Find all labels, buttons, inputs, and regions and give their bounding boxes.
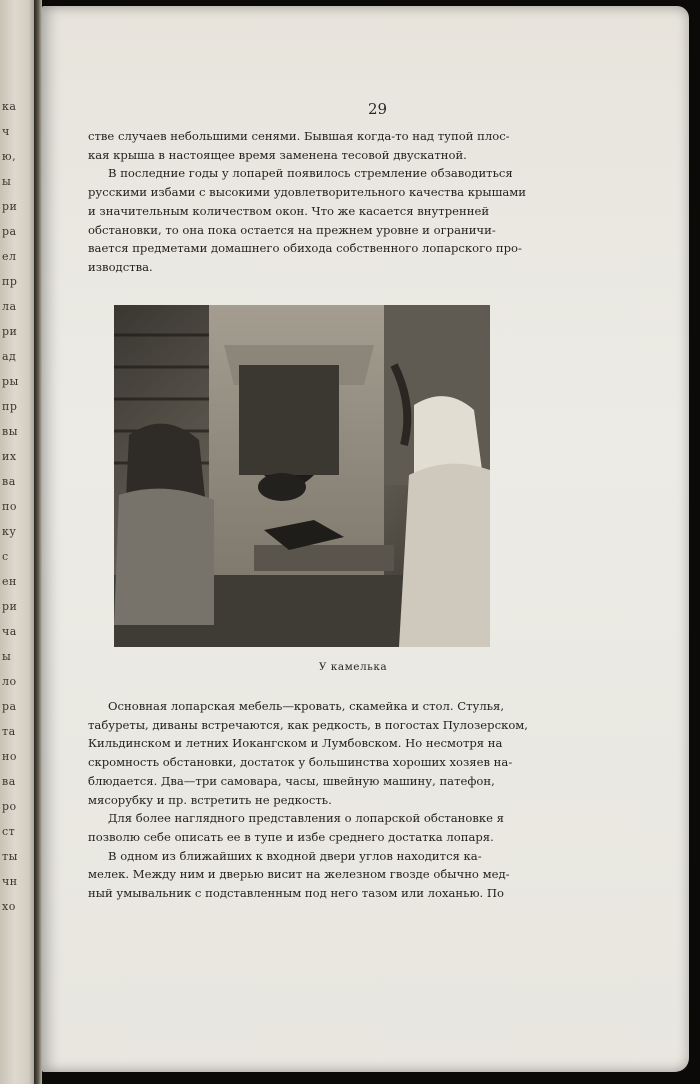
text-line: русскими избами с высокими удовлетворительного качества крышами	[88, 185, 527, 200]
text-line: В одном из ближайших к входной двери углов находится ка-	[108, 848, 482, 863]
left-page-text-fragment: ва	[2, 775, 16, 788]
text-line: блюдается. Два—три самовара, часы, швейную машину, патефон,	[88, 773, 495, 788]
left-page-text-fragment: чн	[2, 875, 18, 888]
photograph	[114, 305, 490, 647]
left-page-text-fragment: ро	[2, 800, 17, 813]
left-page-text-fragment: ва	[2, 475, 16, 488]
book-page	[42, 6, 689, 1072]
text-line: обстановки, то она пока остается на прежнем уровне и ограничи-	[88, 222, 496, 237]
text-line: мясорубку и пр. встретить не редкость.	[88, 792, 332, 807]
left-page-text-fragment: ча	[2, 625, 17, 638]
text-line: вается предметами домашнего обихода собственного лопарского про-	[88, 241, 522, 256]
text-line: В последние годы у лопарей появилось стремление обзаводиться	[108, 166, 513, 181]
left-page-text-fragment: их	[2, 450, 17, 463]
text-line: кая крыша в настоящее время заменена тесовой двускатной.	[88, 147, 467, 162]
left-page-text-fragment: ч	[2, 125, 10, 138]
book-gutter	[34, 0, 42, 1084]
left-page-text-fragment: пр	[2, 275, 18, 288]
left-page-text-fragment: ри	[2, 325, 18, 338]
left-page-text-fragment: ен	[2, 575, 17, 588]
text-line: Основная лопарская мебель—кровать, скамейка и стол. Стулья,	[108, 699, 505, 713]
photo-caption: У камелька	[318, 661, 388, 673]
left-page-text-fragment: по	[2, 500, 17, 513]
left-page-text-fragment: ы	[2, 650, 12, 663]
left-page-edge	[0, 0, 38, 1084]
left-page-text-fragment: ла	[2, 300, 17, 313]
text-line: мелек. Между ним и дверью висит на железном гвозде обычно мед-	[88, 867, 510, 882]
left-page-text-fragment: хо	[2, 900, 16, 913]
body-paragraphs	[88, 697, 618, 903]
left-page-text-fragment: ри	[2, 600, 18, 613]
left-page-text-fragment: ра	[2, 700, 17, 713]
left-page-text-fragment: ты	[2, 850, 18, 863]
left-page-text-fragment: пр	[2, 400, 18, 413]
left-page-text-fragment: ло	[2, 675, 17, 688]
text-line: позволю себе описать ее в тупе и избе среднего достатка лопаря.	[88, 829, 494, 844]
left-page-text-fragment: ю,	[2, 150, 17, 163]
left-page-text-fragment: с	[2, 550, 9, 563]
left-page-text-fragment: ка	[2, 100, 17, 113]
text-line: Кильдинском и летних Иокангском и Лумбовском. Но несмотря на	[88, 736, 503, 751]
text-line: табуреты, диваны встречаются, как редкость, в погостах Пулозерском,	[88, 717, 528, 732]
page-number: 29	[367, 100, 388, 118]
left-page-text-fragment: ку	[2, 525, 17, 538]
left-page-text-fragment: ы	[2, 175, 12, 188]
text-line: скромность обстановки, достаток у большинства хороших хозяев на-	[88, 755, 513, 770]
photo-illustration	[114, 305, 490, 647]
intro-paragraphs	[88, 127, 618, 277]
text-line: стве случаев небольшими сенями. Бывшая когда-то над тупой плос-	[88, 129, 510, 143]
left-page-text-fragment: та	[2, 725, 16, 738]
left-page-text-fragment: ры	[2, 375, 19, 388]
text-line: изводства.	[88, 259, 153, 274]
left-page-text-fragment: вы	[2, 425, 18, 438]
left-page-text-fragment: ад	[2, 350, 17, 363]
text-line: ный умывальник с подставленным под него тазом или лоханью. По	[88, 886, 505, 901]
text-line: и значительным количеством окон. Что же касается внутренней	[88, 203, 490, 218]
left-page-text-fragment: ри	[2, 200, 18, 213]
left-page-text-fragment: ел	[2, 250, 17, 263]
left-page-text-fragment: но	[2, 750, 17, 763]
left-page-text-fragment: ра	[2, 225, 17, 238]
left-page-text-fragment: ст	[2, 825, 16, 838]
text-line: Для более наглядного представления о лопарской обстановке я	[108, 811, 504, 826]
